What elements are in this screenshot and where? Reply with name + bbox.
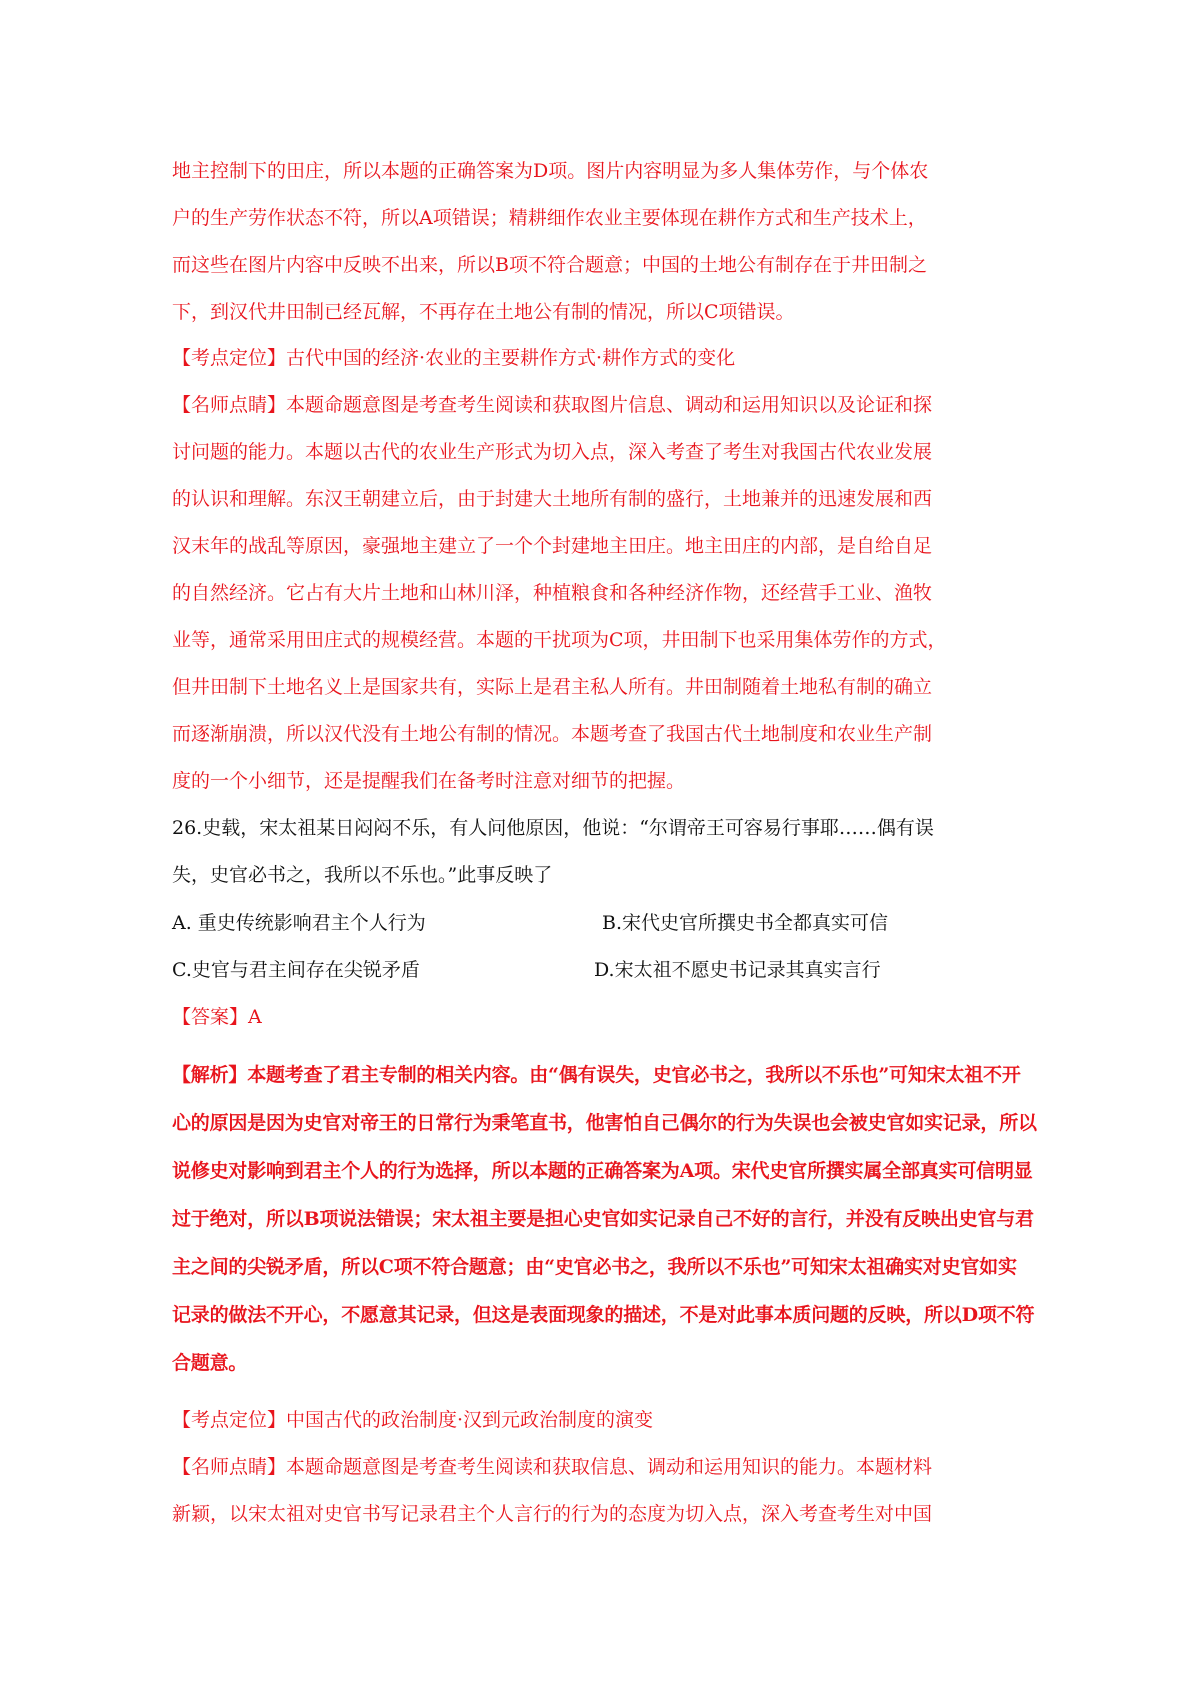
option-c: C.史官与君主间存在尖锐矛盾 xyxy=(172,959,420,981)
jiexi-line: 合题意。 xyxy=(172,1352,248,1374)
analysis-line: 地主控制下的田庄，所以本题的正确答案为D项。图片内容明显为多人集体劳作，与个体农 xyxy=(172,160,929,182)
analysis-line: 下，到汉代井田制已经瓦解，不再存在土地公有制的情况，所以C项错误。 xyxy=(172,301,795,323)
kaodian-dingwei: 【考点定位】中国古代的政治制度·汉到元政治制度的演变 xyxy=(172,1409,654,1431)
answer: 【答案】A xyxy=(172,1006,262,1028)
mingshi-line: 的认识和理解。东汉王朝建立后，由于封建大土地所有制的盛行，土地兼并的迅速发展和西 xyxy=(172,488,933,510)
mingshi-line: 讨问题的能力。本题以古代的农业生产形式为切入点，深入考查了考生对我国古代农业发展 xyxy=(172,441,933,463)
question-text: 失，史官必书之，我所以不乐也。”此事反映了 xyxy=(172,864,553,886)
question-text: 26.史载，宋太祖某日闷闷不乐，有人问他原因，他说：“尔谓帝王可容易行事耶……偶有误 xyxy=(172,817,934,839)
mingshi-line: 但井田制下土地名义上是国家共有，实际上是君主私人所有。井田制随着土地私有制的确立 xyxy=(172,676,933,698)
analysis-line: 而这些在图片内容中反映不出来，所以B项不符合题意；中国的土地公有制存在于井田制之 xyxy=(172,254,927,276)
option-a: A. 重史传统影响君主个人行为 xyxy=(172,912,426,934)
jiexi-line: 主之间的尖锐矛盾，所以C项不符合题意；由“史官必书之，我所以不乐也”可知宋太祖确实对史官如实 xyxy=(172,1256,1017,1278)
option-b: B.宋代史官所撰史书全都真实可信 xyxy=(602,912,889,934)
mingshi-line: 【名师点睛】本题命题意图是考查考生阅读和获取信息、调动和运用知识的能力。本题材料 xyxy=(172,1456,933,1478)
jiexi-line: 过于绝对，所以B项说法错误；宋太祖主要是担心史官如实记录自己不好的言行，并没有反映出史官与君 xyxy=(172,1208,1034,1230)
jiexi-line: 记录的做法不开心，不愿意其记录，但这是表面现象的描述，不是对此事本质问题的反映，所以D项不符 xyxy=(172,1304,1035,1326)
jiexi-line: 【解析】本题考查了君主专制的相关内容。由“偶有误失，史官必书之，我所以不乐也”可知宋太祖不开 xyxy=(172,1064,1021,1086)
kaodian-dingwei: 【考点定位】古代中国的经济·农业的主要耕作方式·耕作方式的变化 xyxy=(172,347,736,369)
mingshi-line: 汉末年的战乱等原因，豪强地主建立了一个个封建地主田庄。地主田庄的内部，是自给自足 xyxy=(172,535,933,557)
mingshi-line: 【名师点睛】本题命题意图是考查考生阅读和获取图片信息、调动和运用知识以及论证和探 xyxy=(172,394,933,416)
jiexi-line: 说修史对影响到君主个人的行为选择，所以本题的正确答案为A项。宋代史官所撰实属全部真实可信明显 xyxy=(172,1160,1033,1182)
mingshi-line: 而逐渐崩溃，所以汉代没有土地公有制的情况。本题考查了我国古代土地制度和农业生产制 xyxy=(172,723,933,745)
mingshi-line: 度的一个小细节，还是提醒我们在备考时注意对细节的把握。 xyxy=(172,770,686,792)
mingshi-line: 业等，通常采用田庄式的规模经营。本题的干扰项为C项，井田制下也采用集体劳作的方式， xyxy=(172,629,947,651)
jiexi-line: 心的原因是因为史官对帝王的日常行为秉笔直书，他害怕自己偶尔的行为失误也会被史官如实记录，所以 xyxy=(172,1112,1037,1134)
analysis-line: 户的生产劳作状态不符，所以A项错误；精耕细作农业主要体现在耕作方式和生产技术上， xyxy=(172,207,927,229)
mingshi-line: 新颖，以宋太祖对史官书写记录君主个人言行的行为的态度为切入点，深入考查考生对中国 xyxy=(172,1503,933,1525)
mingshi-line: 的自然经济。它占有大片土地和山林川泽，种植粮食和各种经济作物，还经营手工业、渔牧 xyxy=(172,582,933,604)
option-d: D.宋太祖不愿史书记录其真实言行 xyxy=(594,959,881,981)
